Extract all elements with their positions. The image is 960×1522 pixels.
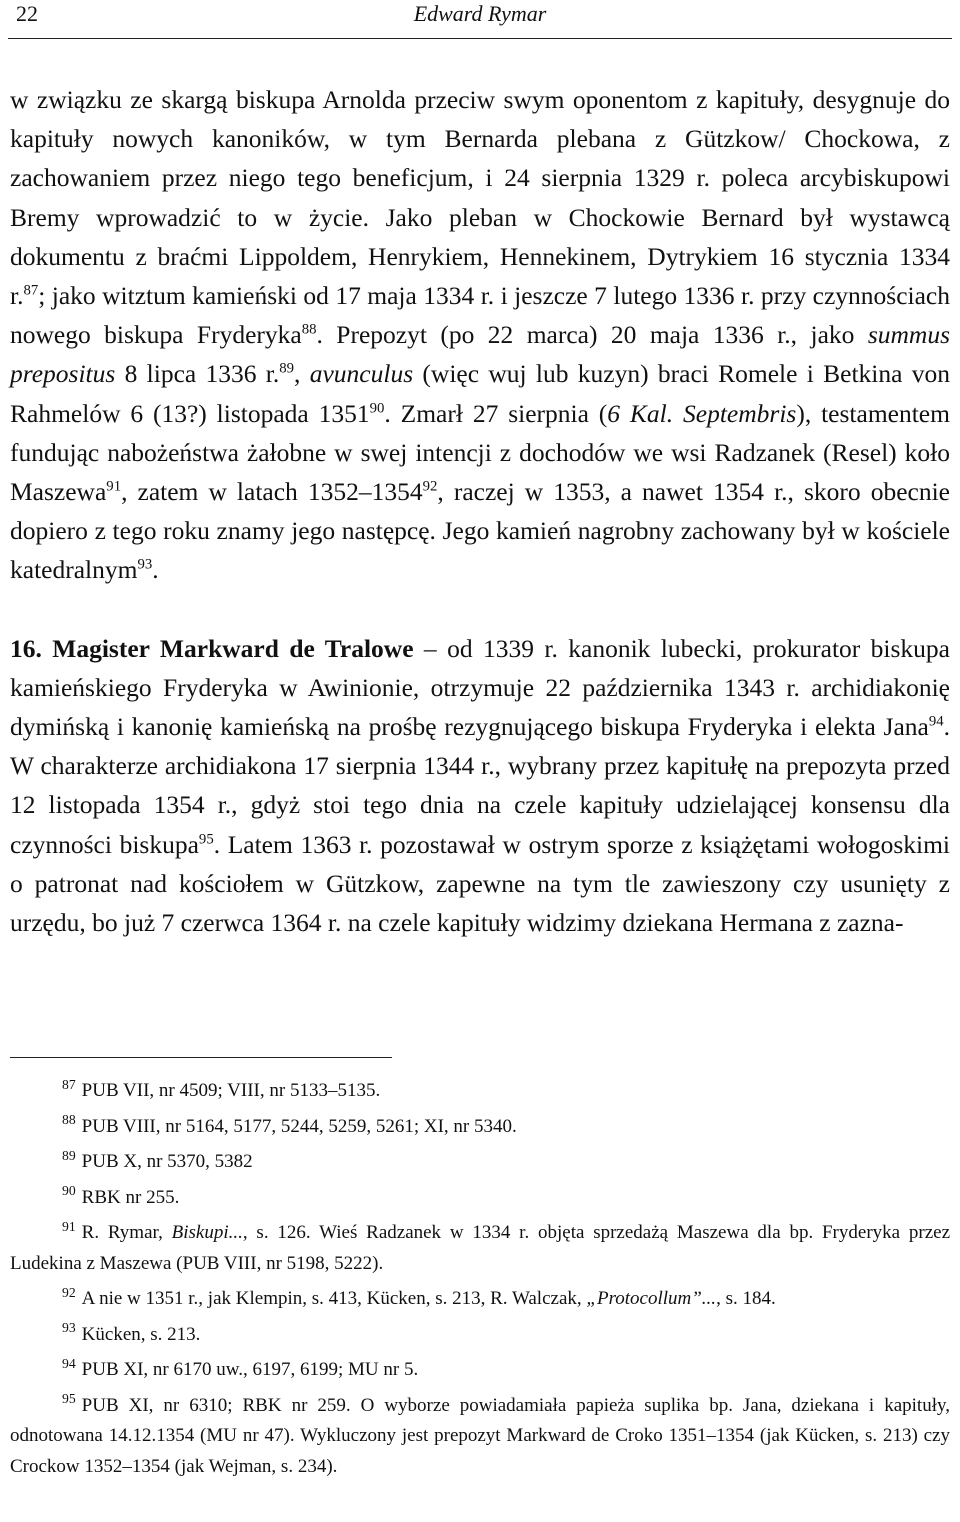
text-run: . Zmarł 27 sierpnia ( [384,398,608,428]
footnote-text: RBK nr 255. [81,1186,180,1208]
text-run: , [294,359,301,389]
text-run: w związku ze skargą biskupa Arnolda przeciw swym oponentom z kapituły, desygnuje do kapituły nowych kanoników, w tym Bernarda plebana z Gützkow/ Chockowa, z zachowaniem przez niego tego beneficjum, i 24 sierpnia 1329 r. poleca arcybiskupowi Bremy wprowadzić to w życie. Jako pleban w Chockowie Bernard był wystawcą dokumentu z braćmi Lippoldem, Henrykiem, Hennekinem, Dytrykiem 16 stycznia 1334 r. [10,85,950,311]
footnote-text: PUB XI, nr 6310; RBK nr 259. O wyborze powiadamiała papieża suplika bp. Jana, dziekana i kapituły, odnotowana 14.12.1354 (MU nr 47). Wykluczony jest prepozyt Markward de Croko 1351–1354 (jak Kücken, s. 213) czy Crockow 1352–1354 (jak Wejman, s. 234). [10,1394,950,1477]
footnote-number: 92 [62,1284,76,1300]
text-run: ; jako witztum kamieński od 17 maja 1334 r. i jeszcze 7 lutego 1336 r. przy czynnościach nowego biskupa Fryderyka [10,281,950,350]
entry-name: Magister Markward de Tralowe [52,633,414,663]
footnote-number: 90 [62,1183,76,1199]
footnote-ref-93[interactable]: 93 [137,556,153,573]
text-run: (więc wuj lub kuzyn) braci Romele i Betkina von Rahmelów 6 (13?) listopada 1351 [10,359,950,428]
text-run: . Prepozyt (po 22 marca) 20 maja 1336 r., jako [316,320,855,350]
latin-date: 6 Kal. Septembris [607,398,797,428]
footnote-text: PUB VII, nr 4509; VIII, nr 5133–5135. [81,1080,381,1101]
footnote-ref-95[interactable]: 95 [198,831,214,848]
footnote-93 [10,1320,950,1351]
header-rule [8,38,952,39]
footnote-87 [10,1076,950,1107]
footnote-94 [10,1355,950,1386]
footnote-91 [10,1218,950,1279]
paragraph-markward [10,629,950,943]
running-header [8,0,952,28]
paragraph-bernard [10,80,950,590]
footnote-title: Biskupi... [171,1222,243,1243]
footnote-number: 89 [62,1147,76,1163]
footnote-number: 93 [62,1320,76,1336]
footnote-88 [10,1112,950,1143]
footnote-ref-89[interactable]: 89 [279,360,295,377]
footnote-ref-87[interactable]: 87 [23,282,39,299]
latin-term: summus prepositus [10,320,951,389]
footnote-title: „Protocollum”... [586,1288,717,1309]
footnote-number: 87 [62,1076,76,1092]
text-run: . Latem 1363 r. pozostawał w ostrym sporze z książętami wołogoskimi o patronat nad kościołem w Gützkow, zapewne na tym tle zawieszony czy usunięty z urzędu, bo już 7 czerwca 1364 r. na czele kapituły widzimy dziekana Hermana z zazna- [10,829,950,938]
footnote-text: , s. 126. Wieś Radzanek w 1334 r. objęta sprzedażą Maszewa dla bp. Fryderyka przez Ludekina z Maszewa (PUB VIII, nr 5198, 5222). [10,1222,950,1274]
footnote-text: PUB XI, nr 6170 uw., 6197, 6199; MU nr 5. [81,1359,419,1380]
footnote-number: 91 [62,1218,76,1234]
text-run: ), testamentem fundując nabożeństwa żałobne w swej intencji z dochodów we wsi Radzanek (Resel) koło Maszewa [10,398,950,507]
page-number: 22 [16,1,38,26]
latin-term: avunculus [309,359,414,389]
footnote-text: Kücken, s. 213. [81,1323,201,1345]
footnote-number: 94 [62,1355,76,1371]
text-run: , raczej w 1353, a nawet 1354 r., skoro obecnie dopiero z tego roku znamy jego następcę. Jego kamień nagrobny zachowany był w kościele katedralnym [10,477,950,585]
footnote-92 [10,1284,950,1315]
main-text [10,80,950,942]
footnote-89 [10,1147,950,1178]
footnote-90 [10,1183,950,1214]
footnote-text: PUB X, nr 5370, 5382 [81,1151,253,1172]
text-run: . W charakterze archidiakona 17 sierpnia 1344 r., wybrany przez kapitułę na prepozyta przed 12 listopada 1354 r., gdyż stoi tego dnia na czele kapituły udzielającej konsensu dla czynności biskupa [10,712,950,859]
text-run: , zatem w latach 1352–1354 [121,477,423,507]
footnotes [10,1076,950,1487]
footnote-95 [10,1391,950,1483]
footnote-ref-94[interactable]: 94 [928,713,944,730]
footnote-ref-91[interactable]: 91 [106,478,122,495]
running-title: Edward Rymar [413,1,547,26]
footnote-ref-88[interactable]: 88 [301,321,317,338]
text-run: 8 lipca 1336 r. [124,359,280,389]
text-run: – od 1339 r. kanonik lubecki, prokurator biskupa kamieńskiego Fryderyka w Awinionie, otrzymuje 22 października 1343 r. archidiakonię dymińską i kanonię kamieńską na prośbę rezygnującego biskupa Fryderyka i elekta Jana [10,633,950,742]
footnote-text: PUB VIII, nr 5164, 5177, 5244, 5259, 5261; XI, nr 5340. [81,1115,517,1137]
entry-number: 16. [10,633,42,663]
footnote-text: , s. 184. [716,1288,776,1309]
footnote-separator [10,1057,392,1058]
footnote-text: A nie w 1351 r., jak Klempin, s. 413, Kücken, s. 213, R. Walczak, [81,1288,582,1309]
footnote-number: 88 [62,1112,76,1128]
footnote-ref-92[interactable]: 92 [422,478,438,495]
text-run: . [152,555,159,585]
footnote-number: 95 [62,1391,76,1407]
footnote-ref-90[interactable]: 90 [369,400,385,417]
footnote-text: R. Rymar, [81,1222,163,1243]
